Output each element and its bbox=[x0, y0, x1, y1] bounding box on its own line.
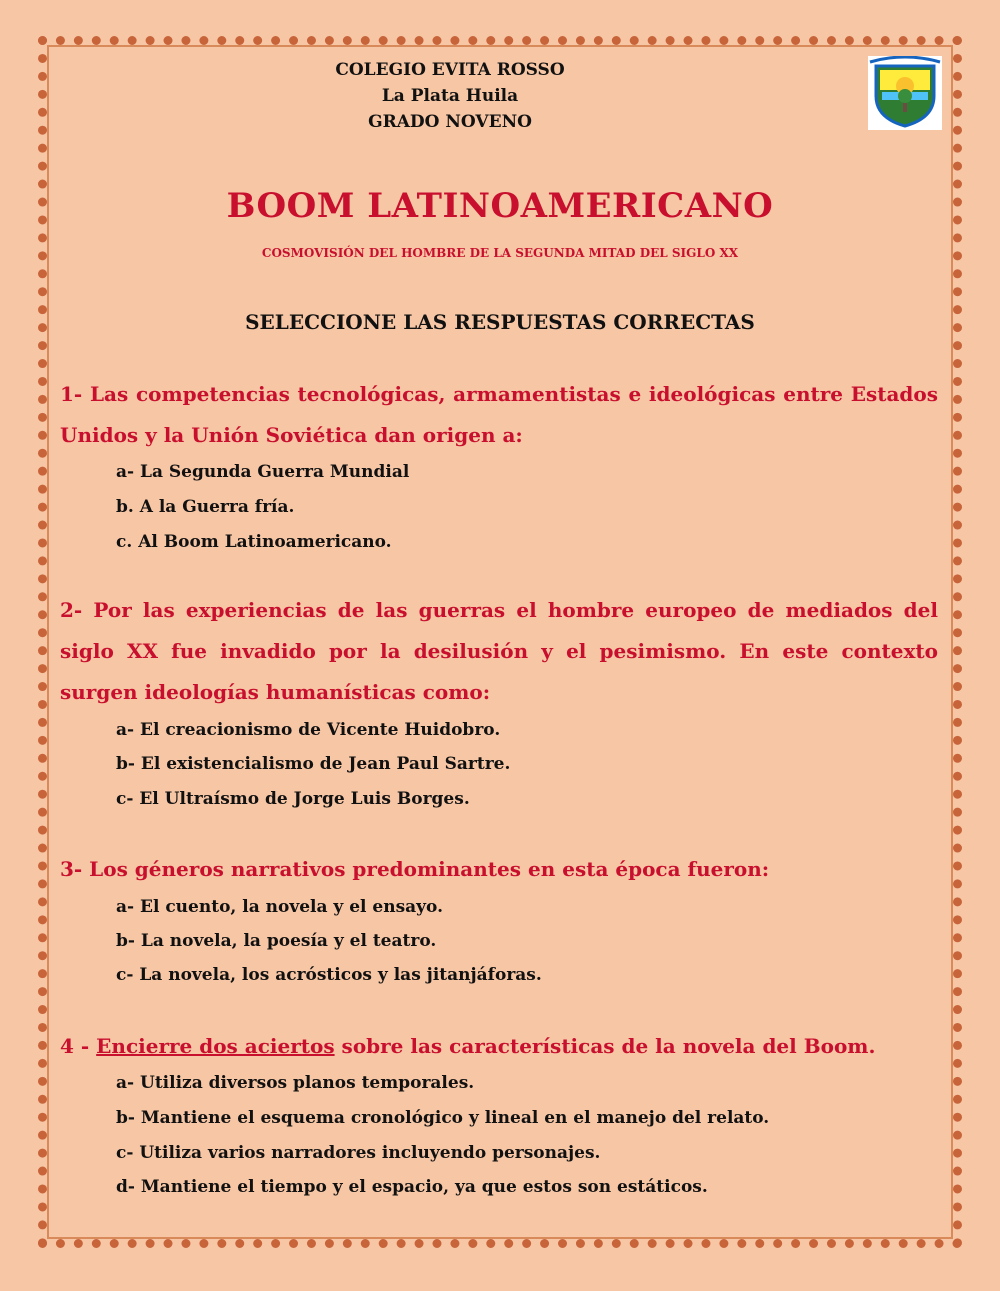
question-4-suffix: sobre las características de la novela del Boom. bbox=[334, 1034, 876, 1058]
q3-option-a[interactable]: a- El cuento, la novela y el ensayo. bbox=[116, 897, 444, 917]
q4-option-a[interactable]: a- Utiliza diversos planos temporales. bbox=[116, 1073, 475, 1093]
page-subtitle: COSMOVISIÓN DEL HOMBRE DE LA SEGUNDA MITAD DEL SIGLO XX bbox=[261, 246, 739, 260]
q1-option-b[interactable]: b. A la Guerra fría. bbox=[116, 497, 295, 517]
instructions: SELECCIONE LAS RESPUESTAS CORRECTAS bbox=[245, 310, 755, 334]
school-crest-logo bbox=[868, 56, 942, 130]
question-4 bbox=[60, 1026, 938, 1067]
question-1: 1- Las competencias tecnológicas, armamentistas e ideológicas entre Estados Unidos y la Unión Soviética dan origen a: bbox=[60, 382, 938, 447]
q2-option-a[interactable]: a- El creacionismo de Vicente Huidobro. bbox=[116, 720, 501, 740]
question-3: 3- Los géneros narrativos predominantes en esta época fueron: bbox=[60, 857, 770, 881]
question-4-prefix: 4 - bbox=[60, 1034, 97, 1058]
q2-option-c[interactable]: c- El Ultraísmo de Jorge Luis Borges. bbox=[116, 789, 470, 809]
page-title: BOOM LATINOAMERICANO bbox=[226, 186, 774, 226]
school-name: COLEGIO EVITA ROSSO bbox=[335, 60, 565, 80]
school-city: La Plata Huila bbox=[381, 86, 519, 106]
question-2: 2- Por las experiencias de las guerras el hombre europeo de mediados del siglo XX fue invadido por la desilusión y el pesimismo. En este contexto surgen ideologías humanísticas como: bbox=[60, 598, 938, 704]
school-grade: GRADO NOVENO bbox=[368, 112, 532, 132]
q4-option-b[interactable]: b- Mantiene el esquema cronológico y lineal en el manejo del relato. bbox=[116, 1108, 770, 1128]
q3-option-c[interactable]: c- La novela, los acrósticos y las jitanjáforas. bbox=[116, 965, 542, 985]
q4-option-c[interactable]: c- Utiliza varios narradores incluyendo personajes. bbox=[116, 1143, 601, 1163]
q1-option-a[interactable]: a- La Segunda Guerra Mundial bbox=[116, 462, 410, 482]
question-4-underlined: Encierre dos aciertos bbox=[96, 1034, 335, 1058]
q2-option-b[interactable]: b- El existencialismo de Jean Paul Sartre. bbox=[116, 754, 511, 774]
q3-option-b[interactable]: b- La novela, la poesía y el teatro. bbox=[116, 931, 437, 951]
q4-option-d[interactable]: d- Mantiene el tiempo y el espacio, ya que estos son estáticos. bbox=[116, 1177, 708, 1197]
q1-option-c[interactable]: c. Al Boom Latinoamericano. bbox=[116, 532, 392, 552]
